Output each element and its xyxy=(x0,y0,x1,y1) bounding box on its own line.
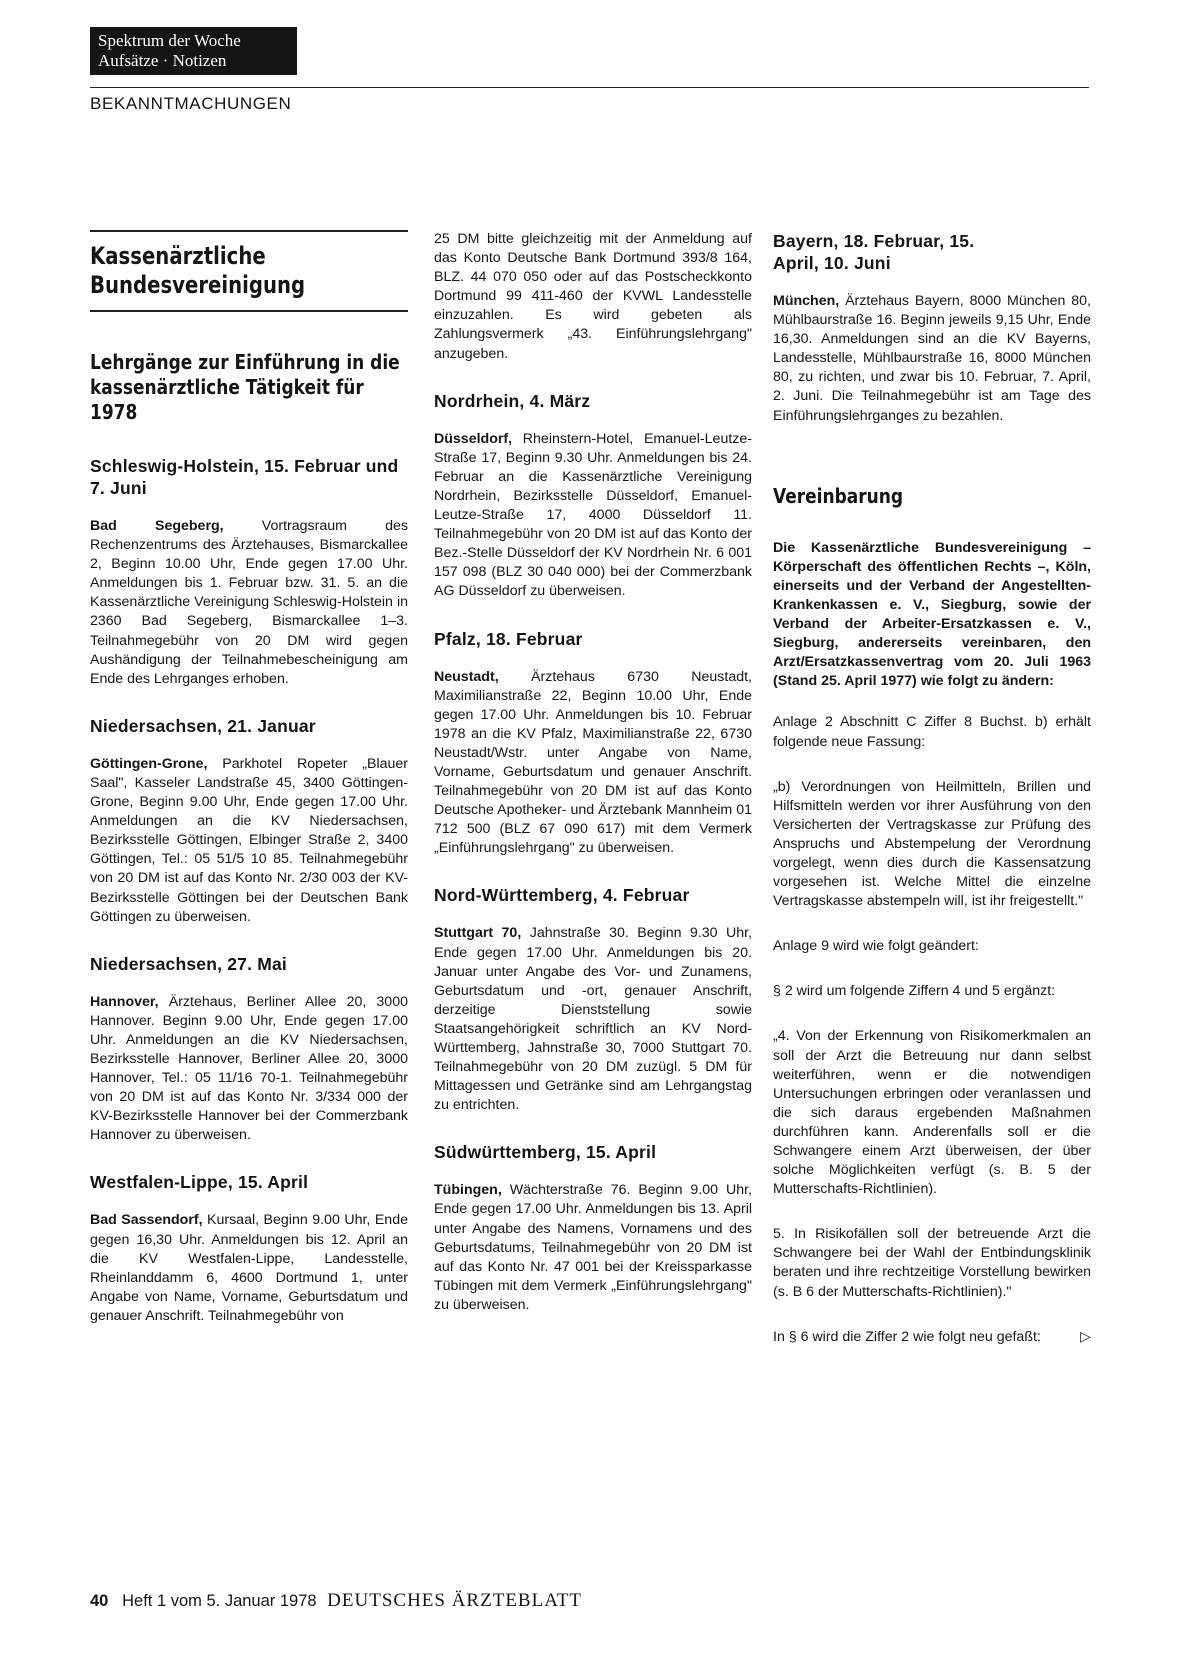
section-text-bayern xyxy=(773,292,1091,426)
agreement-paragraph-2: „b) Verordnungen von Heilmitteln, Brillen und Hilfsmitteln werden vor ihrer Ausführung von den Versicherten der Vertragskasse zur Prüfung des Anspruchs und Abstempelung der Verordnung vorgelegt, wenn dies durch die Kassensatzung vorgesehen ist. Welche Mittel die einzelne Vertragskasse abstempeln will, ist ihr freigestellt." xyxy=(773,778,1091,910)
section-text-schleswig-holstein xyxy=(90,517,408,689)
body-text: Wächterstraße 76. Beginn 9.00 Uhr, Ende gegen 17.00 Uhr. Anmeldungen bis 13. April unter Angabe des Namens, Vornamens und des Geburtsdatums, Teilnahmegebühr von 20 DM ist auf das Konto Nr. 47 001 bei der Kreissparkasse Tübingen mit dem Vermerk „Einführungslehrgang" zu überweisen. xyxy=(434,1182,752,1313)
section-label: BEKANNTMACHUNGEN xyxy=(90,94,292,113)
title-rule-bottom xyxy=(90,310,408,312)
column-3 xyxy=(773,230,1091,1373)
header-rule xyxy=(90,87,1089,88)
section-text-nord-wuerttemberg xyxy=(434,924,752,1115)
place-name: Bad Segeberg, xyxy=(90,518,224,534)
body-text: Parkhotel Ropeter „Blauer Saal", Kasseler Landstraße 45, 3400 Göttingen-Grone, Beginn 9.00 Uhr, Ende gegen 17.00 Uhr. Anmeldungen an die KV Niedersachsen, Bezirksstelle Göttingen, Elbinger Straße 2, 3400 Göttingen, Tel.: 05 51/5 10 85. Teilnahmegebühr von 20 DM ist auf das Konto Nr. 2/30 003 der KV-Bezirksstelle Göttingen bei der Deutschen Bank Göttingen zu überweisen. xyxy=(90,755,408,925)
agreement-paragraph-7 xyxy=(773,1328,1091,1347)
body-text: Rheinstern-Hotel, Emanuel-Leutze-Straße 17, Beginn 9.30 Uhr. Anmeldungen bis 24. Februar an die Kassenärztliche Vereinigung Nordrhein, Bezirksstelle Düsseldorf, Emanuel-Leutze-Straße 17, 4000 Düsseldorf 11. Teilnahmegebühr von 20 DM ist auf das Konto der Bez.-Stelle Düsseldorf der KV Nordrhein Nr. 6 001 157 098 (BLZ 30 040 000) bei der Commerzbank AG Düsseldorf zu überweisen. xyxy=(434,430,752,600)
section-heading-niedersachsen-mai: Niedersachsen, 27. Mai xyxy=(90,953,287,974)
journal-name: DEUTSCHES ÄRZTEBLATT xyxy=(327,1590,583,1611)
place-name: Tübingen, xyxy=(434,1182,502,1199)
body-text: Ärztehaus Bayern, 8000 München 80, Mühlbaurstraße 16. Beginn jeweils 9,15 Uhr, Ende 16,30. Anmeldungen sind an die KV Bayerns, Landesstelle, Mühlbaurstraße 16, 8000 München 80, zu richten, und zwar bis 10. Februar, 7. April, 2. Juni. Die Teilnahmegebühr ist am Tage des Einführungslehrganges zu bezahlen. xyxy=(773,293,1091,424)
section-text-niedersachsen-januar xyxy=(90,755,408,927)
title-rule-top xyxy=(90,230,408,232)
section-text-niedersachsen-mai xyxy=(90,993,408,1146)
column-1 xyxy=(90,230,408,1352)
body-text: Vortragsraum des Rechenzentrums des Ärztehauses, Bismarckallee 2, Beginn 10.00 Uhr, Ende gegen 17.00 Uhr. Anmeldungen bis 1. Februar bzw. 31. 5. an die Kassenärztliche Vereinigung Schleswig-Holstein in 2360 Bad Segeberg, Bismarckallee 1–3. Teilnahmegebühr von 20 DM wird gegen Aushändigung der Teilnahmebescheinigung am Ende des Lehrganges erhoben. xyxy=(90,518,408,687)
course-title: Lehrgänge zur Einführung in die kassenärztliche Tätigkeit für 1978 xyxy=(90,350,400,424)
section-heading-bayern: Bayern, 18. Februar, 15. April, 10. Juni xyxy=(773,231,975,273)
badge-line-1: Spektrum der Woche xyxy=(98,31,241,50)
body-text: Kursaal, Beginn 9.00 Uhr, Ende gegen 16,30 Uhr. Anmeldungen bis 12. April an die KV Westfalen-Lippe, Landesstelle, Rheinlanddamm 6, 4600 Dortmund 1, unter Angabe von Name, Vorname, Geburtsdatum und genauer Anschrift. Teilnahmegebühr von xyxy=(90,1212,408,1324)
section-heading-pfalz: Pfalz, 18. Februar xyxy=(434,628,583,649)
section-text-pfalz xyxy=(434,668,752,859)
section-badge xyxy=(90,27,297,75)
page-number: 40 xyxy=(90,1592,109,1610)
column-2 xyxy=(434,230,752,1341)
body-text: Ärztehaus 6730 Neustadt, Maximilianstraße 22, Beginn 10.00 Uhr, Ende gegen 17.00 Uhr. Anmeldungen bis 10. Februar 1978 an die KV Pfalz, Maximilianstraße 22, 6730 Neustadt/Wstr. unter Angabe von Name, Vorname, Geburtsdatum und genauer Anschrift. Teilnahmegebühr von 20 DM ist auf das Konto Deutsche Apotheker- und Ärztebank Mannheim 01 712 500 (BLZ 67 090 617) mit dem Vermerk „Einführungslehrgang" zu überweisen. xyxy=(434,668,752,857)
place-name: Düsseldorf, xyxy=(434,430,513,447)
place-name: Göttingen-Grone, xyxy=(90,755,208,772)
agreement-paragraph-4: § 2 wird um folgende Ziffern 4 und 5 ergänzt: xyxy=(773,983,1056,1000)
place-name: Hannover, xyxy=(90,993,159,1010)
section-text-suedwuerttemberg xyxy=(434,1181,752,1315)
agreement-paragraph-3: Anlage 9 wird wie folgt geändert: xyxy=(773,938,979,955)
body-text: In § 6 wird die Ziffer 2 wie folgt neu gefaßt: xyxy=(773,1328,1041,1345)
continued-text: 25 DM bitte gleichzeitig mit der Anmeldung auf das Konto Deutsche Bank Dortmund 393/8 164, BLZ. 44 070 050 oder auf das Postscheckkonto Dortmund 99 411-460 der KVWL Landesstelle einzuzahlen. Es wird gebeten als Zahlungsvermerk „43. Einführungslehrgang" anzugeben. xyxy=(434,231,752,362)
agreement-paragraph-1: Anlage 2 Abschnitt C Ziffer 8 Buchst. b) erhält folgende neue Fassung: xyxy=(773,714,1091,750)
section-heading-nord-wuerttemberg: Nord-Württemberg, 4. Februar xyxy=(434,885,690,906)
section-text-westfalen-lippe xyxy=(90,1211,408,1326)
agreement-paragraph-5: „4. Von der Erkennung von Risikomerkmalen an soll der Arzt die Betreuung nur dann selbst weiterführen, wenn er die notwendigen Untersuchungen erbringen oder veranlassen und die sich daraus ergebenden Maßnahmen durchführen kann. Anderenfalls soll er die Schwangere einem Arzt überweisen, der über solche Möglichkeiten verfügt (s. B. 5 der Mutterschafts-Richtlinien). xyxy=(773,1028,1091,1198)
place-name: Bad Sassendorf, xyxy=(90,1212,203,1229)
issue-info: Heft 1 vom 5. Januar 1978 xyxy=(122,1592,317,1610)
body-text: Jahnstraße 30. Beginn 9.30 Uhr, Ende gegen 17.00 Uhr. Anmeldungen bis 20. Januar unter Angabe des Vor- und Zunamens, Geburtsdatum und -ort, genauer Anschrift, derzeitige Dienststellung sowie Staatsangehörigkeit schriftlich an KV Nord-Württemberg, Jahnstraße 30, 7000 Stuttgart 70. Teilnahmegebühr von 20 DM zuzügl. 5 DM für Mittagessen und Getränke sind am Lehrgangstag zu entrichten. xyxy=(434,925,752,1114)
place-name: München, xyxy=(773,293,840,309)
section-heading-nordrhein: Nordrhein, 4. März xyxy=(434,390,591,411)
badge-line-2: Aufsätze · Notizen xyxy=(98,51,227,70)
section-text-nordrhein xyxy=(434,430,752,602)
place-name: Neustadt, xyxy=(434,668,499,685)
page-footer xyxy=(90,1590,582,1612)
section-heading-suedwuerttemberg: Südwürttemberg, 15. April xyxy=(434,1142,657,1163)
place-name: Stuttgart 70, xyxy=(434,925,522,942)
section-heading-schleswig-holstein: Schleswig-Holstein, 15. Februar und 7. Juni xyxy=(90,456,399,498)
agreement-intro: Die Kassenärztliche Bundesvereinigung – Körperschaft des öffentlichen Rechts –, Köln, einerseits und der Verband der Angestellten-Krankenkassen e. V., Siegburg, sowie der Verband der Arbeiter-Ersatzkassen e. V., Siegburg, andererseits vereinbaren, den Arzt/Ersatzkassenvertrag vom 20. Juli 1963 (Stand 25. April 1977) wie folgt zu ändern: xyxy=(773,539,1091,690)
continue-arrow-icon: ▷ xyxy=(1080,1328,1091,1345)
section-heading-westfalen-lippe: Westfalen-Lippe, 15. April xyxy=(90,1172,309,1193)
agreement-title: Vereinbarung xyxy=(773,483,904,508)
section-heading-niedersachsen-januar: Niedersachsen, 21. Januar xyxy=(90,715,316,736)
org-title: Kassenärztliche Bundesvereinigung xyxy=(90,242,306,299)
agreement-paragraph-6: 5. In Risikofällen soll der betreuende Arzt die Schwangere bei der Wahl der Entbindungsklinik beraten und ihre rechtzeitige Vorstellung bewirken (s. B 6 der Mutterschafts-Richtlinien)." xyxy=(773,1226,1091,1300)
body-text: Ärztehaus, Berliner Allee 20, 3000 Hannover. Beginn 9.00 Uhr, Ende gegen 17.00 Uhr. Anmeldungen an die KV Niedersachsen, Bezirksstelle Hannover, Berliner Allee 20, 3000 Hannover, Tel.: 05 11/16 70-1. Teilnahmegebühr von 20 DM ist auf das Konto Nr. 3/334 000 der KV-Bezirksstelle Hannover bei der Commerzbank Hannover zu überweisen. xyxy=(90,993,408,1144)
